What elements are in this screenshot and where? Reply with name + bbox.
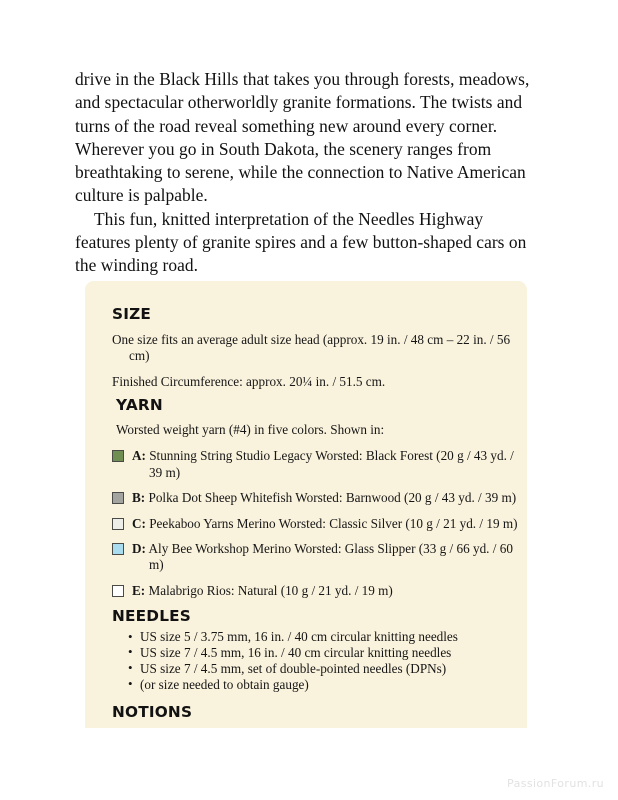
color-swatch-icon bbox=[112, 492, 124, 504]
notions-section bbox=[112, 703, 522, 721]
yarn-item-letter: B: bbox=[132, 490, 146, 506]
yarn-intro-line: Worsted weight yarn (#4) in five colors. Shown in: bbox=[116, 422, 385, 437]
list-item: • US size 7 / 4.5 mm, 16 in. / 40 cm circular knitting needles bbox=[128, 645, 522, 661]
list-item: • US size 5 / 3.75 mm, 16 in. / 40 cm circular knitting needles bbox=[128, 629, 522, 645]
size-section bbox=[112, 305, 512, 390]
color-swatch-icon bbox=[112, 543, 124, 555]
yarn-item bbox=[112, 490, 522, 506]
yarn-item-text bbox=[132, 516, 522, 532]
needles-list bbox=[112, 629, 522, 693]
yarn-item-letter: C: bbox=[132, 515, 146, 531]
watermark: PassionForum.ru bbox=[507, 777, 604, 790]
yarn-item-text bbox=[132, 583, 522, 599]
yarn-item bbox=[112, 516, 522, 532]
size-line-2: Finished Circumference: approx. 20¼ in. / 51.5 cm. bbox=[112, 373, 386, 389]
color-swatch-icon bbox=[112, 518, 124, 530]
needles-heading: NEEDLES bbox=[112, 607, 192, 625]
needles-section bbox=[112, 607, 522, 693]
yarn-item-description: Aly Bee Workshop Merino Worsted: Glass Slipper (33 g / 66 yd. / 60 m) bbox=[148, 541, 513, 573]
yarn-item-letter: E: bbox=[132, 582, 146, 598]
yarn-item-description: Malabrigo Rios: Natural (10 g / 21 yd. / 19 m) bbox=[148, 582, 393, 598]
yarn-item-letter: A: bbox=[132, 448, 146, 464]
intro-text-block bbox=[75, 68, 530, 278]
list-item: • US size 7 / 4.5 mm, set of double-pointed needles (DPNs) bbox=[128, 661, 522, 677]
yarn-heading: YARN bbox=[116, 396, 163, 414]
color-swatch-icon bbox=[112, 585, 124, 597]
list-item: • (or size needed to obtain gauge) bbox=[128, 677, 522, 693]
yarn-item-description: Stunning String Studio Legacy Worsted: Black Forest (20 g / 43 yd. / 39 m) bbox=[149, 448, 514, 480]
pattern-info-panel bbox=[85, 281, 527, 728]
yarn-item bbox=[112, 541, 522, 574]
yarn-item bbox=[112, 448, 522, 481]
notions-heading: NOTIONS bbox=[112, 703, 193, 721]
size-heading: SIZE bbox=[112, 305, 152, 323]
yarn-item bbox=[112, 583, 522, 599]
yarn-item-description: Polka Dot Sheep Whitefish Worsted: Barnwood (20 g / 43 yd. / 39 m) bbox=[148, 490, 517, 506]
intro-paragraph-1: drive in the Black Hills that takes you through forests, meadows, and spectacular otherworldly granite formations. The twists and turns of the road reveal something new around every corner. Wherever you go in South Dakota, the scenery ranges from breathtaking to serene, while the connection to Native American culture is palpable. bbox=[75, 69, 530, 206]
yarn-section bbox=[112, 396, 522, 608]
yarn-item-text bbox=[132, 541, 522, 574]
size-line-1: One size fits an average adult size head (approx. 19 in. / 48 cm – 22 in. / 56 cm) bbox=[112, 332, 511, 364]
color-swatch-icon bbox=[112, 450, 124, 462]
yarn-item-text bbox=[132, 490, 522, 506]
yarn-item-description: Peekaboo Yarns Merino Worsted: Classic Silver (10 g / 21 yd. / 19 m) bbox=[149, 515, 518, 531]
yarn-item-letter: D: bbox=[132, 541, 146, 557]
intro-paragraph-2: This fun, knitted interpretation of the Needles Highway features plenty of granite spires and a few button-shaped cars on the winding road. bbox=[75, 208, 527, 276]
yarn-item-text bbox=[132, 448, 522, 481]
